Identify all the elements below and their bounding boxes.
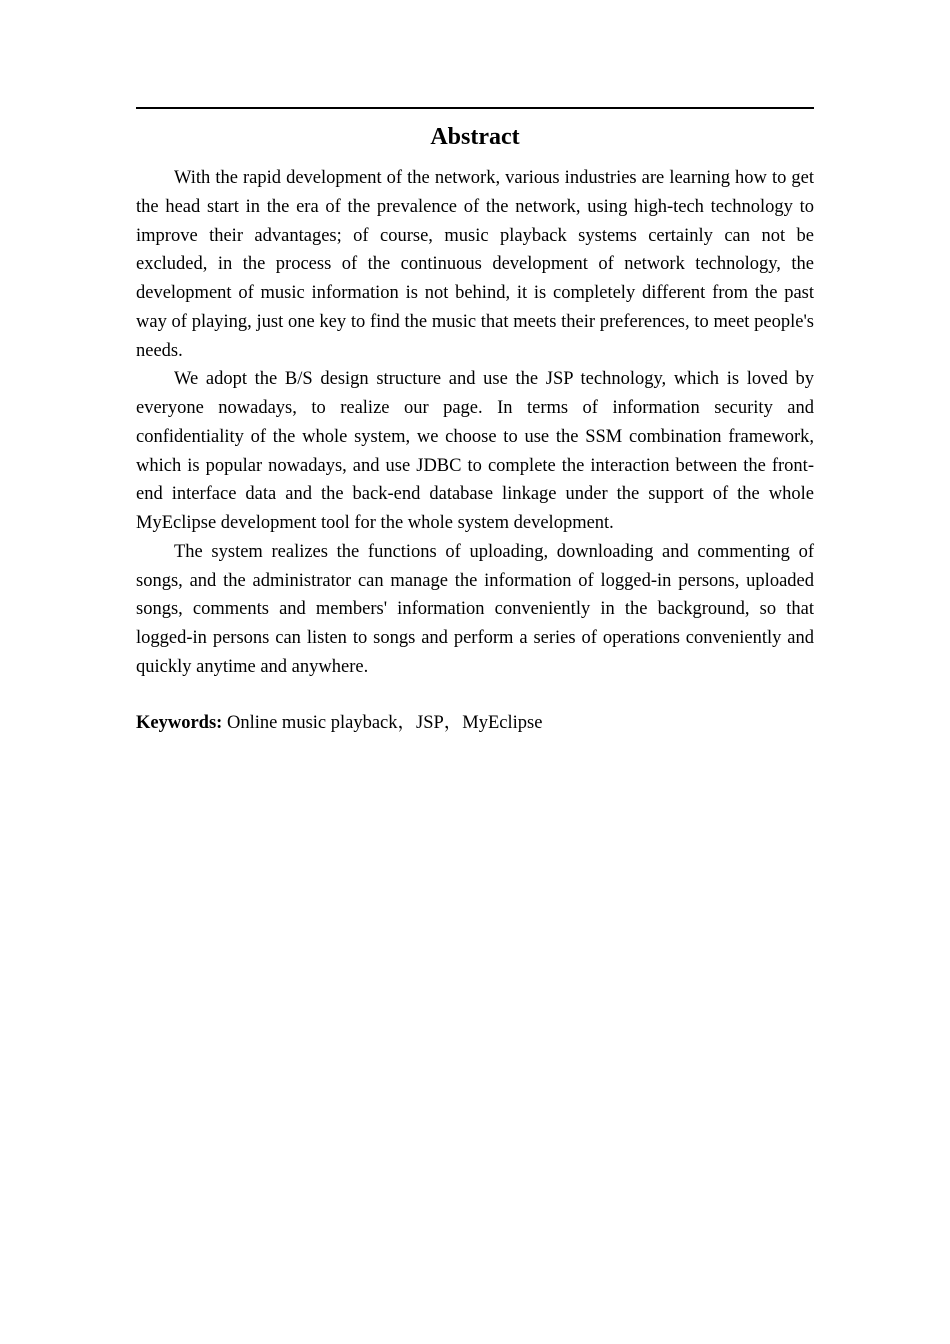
keywords-line <box>136 709 814 737</box>
keywords-value: Online music playback，JSP，MyEclipse <box>226 713 543 733</box>
header-rule <box>136 107 814 109</box>
abstract-paragraph-2: We adopt the B/S design structure and use the JSP technology, which is loved by everyone nowadays, to realize our page. In terms of information security and confidentiality of the whole system, we choose to use the SSM combination framework, which is popular nowadays, and use JDBC to complete the interaction between the front-end interface data and the back-end database linkage under the support of the whole MyEclipse development tool for the whole system development. <box>136 369 814 533</box>
abstract-body <box>136 164 814 682</box>
abstract-paragraph-3: The system realizes the functions of uploading, downloading and commenting of songs, and the administrator can manage the information of logged-in persons, uploaded songs, comments and members' information conveniently in the background, so that logged-in persons can listen to songs and perform a series of operations conveniently and quickly anytime and anywhere. <box>136 541 814 677</box>
keywords-label: Keywords: <box>136 713 223 733</box>
abstract-title: Abstract <box>430 124 520 150</box>
abstract-paragraph-1: With the rapid development of the network, various industries are learning how to get the head start in the era of the prevalence of the network, using high-tech technology to improve their advantages; of course, music playback systems certainly can not be excluded, in the process of the continuous development of network technology, the development of music information is not behind, it is completely different from the past way of playing, just one key to find the music that meets their preferences, to meet people's needs. <box>136 168 814 361</box>
